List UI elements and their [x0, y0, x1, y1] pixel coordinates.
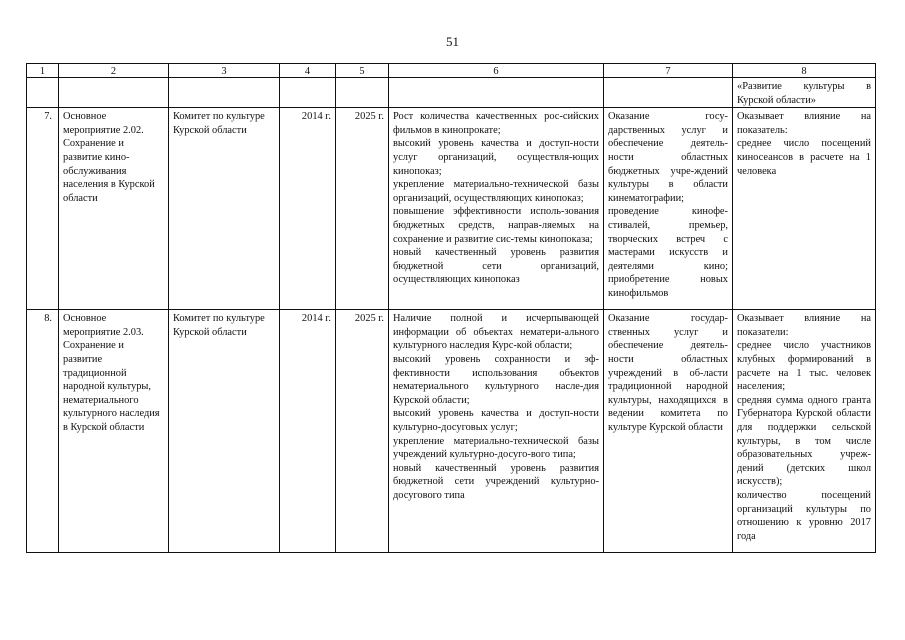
column-header: 8 [733, 64, 876, 78]
main-directions [604, 310, 733, 553]
column-number-row [27, 64, 876, 78]
column-header: 3 [169, 64, 280, 78]
influence-item: среднее число посещений киносеансов в расчете на 1 человека [737, 138, 871, 177]
table-row [27, 310, 876, 553]
result-item: высокий уровень качества и доступ-ности услуг организаций, осуществля-ющих кинопоказ; [393, 138, 599, 177]
result-item: повышение эффективности исполь-зования бюджетных средств, направ-ляемых на сохранение и развитие сис-темы кинопоказа; [393, 206, 599, 245]
expected-results [389, 310, 604, 553]
column-header: 5 [336, 64, 389, 78]
event-name: Основное мероприятие 2.02. Сохранение и развитие кино-обслуживания населения в Курской области [59, 108, 169, 310]
measures-table [26, 63, 876, 553]
result-item: Рост количества качественных рос-сийских фильмов в кинопрокате; [393, 111, 599, 136]
direction-item: проведение кинофе-стивалей, премьер, творческих встреч с мастерами искусств и деятелями кино; приобретение новых кинофильмов [608, 206, 728, 299]
influence-item: Оказывает влияние на показатели: [737, 313, 871, 338]
column-header: 2 [59, 64, 169, 78]
indicator-influence [733, 108, 876, 310]
row-number: 7. [27, 108, 59, 310]
page-number: 51 [446, 34, 459, 49]
influence-item: Оказывает влияние на показатель: [737, 111, 871, 136]
result-item: укрепление материально-технической базы учреждений культурно-досуго-вого типа; [393, 435, 599, 461]
column-header: 6 [389, 64, 604, 78]
continuation-row [27, 78, 876, 108]
column-header: 1 [27, 64, 59, 78]
direction-item: Оказание государ-ственных услуг и обеспечение деятель-ности областных учреждений в об-ласти традиционной народной культуры, находящихся в ведении комитета по культуре Курской области [608, 313, 728, 433]
result-item: высокий уровень сохранности и эф-фективности использования объектов нематериального культурного насле-дия Курской области; [393, 353, 599, 406]
result-item: новый качественный уровень развития бюджетной сети учреждений культурно-досугового типа [393, 462, 599, 501]
direction-item: Оказание госу-дарственных услуг и обеспечение деятель-ности областных бюджетных учре-ждений культуры в области кинематографии; [608, 111, 728, 204]
influence-item: количество посещений организаций культуры по отношению к уровню 2017 года [737, 489, 871, 542]
row-number: 8. [27, 310, 59, 553]
result-item: высокий уровень качества и доступ-ности культурно-досуговых услуг; [393, 408, 599, 433]
table-row [27, 108, 876, 310]
indicator-influence [733, 310, 876, 553]
event-name: Основное мероприятие 2.03. Сохранение и развитие традиционной народной культуры, нематериального культурного наследия в Курской области [59, 310, 169, 553]
start-year: 2014 г. [280, 310, 336, 553]
result-item: укрепление материально-технической базы организаций, осуществляющих кинопоказ; [393, 179, 599, 204]
result-item: Наличие полной и исчерпывающей информации об объектах нематери-ального культурного наследия Курс-кой области; [393, 313, 599, 352]
executor: Комитет по культуре Курской области [169, 310, 280, 553]
executor: Комитет по культуре Курской области [169, 108, 280, 310]
column-header: 7 [604, 64, 733, 78]
main-directions [604, 108, 733, 310]
influence-item: среднее число участников клубных формирований в расчете на 1 тыс. человек населения; [737, 340, 871, 393]
start-year: 2014 г. [280, 108, 336, 310]
continuation-text: «Развитие культуры в Курской области» [733, 78, 876, 108]
end-year: 2025 г. [336, 108, 389, 310]
column-header: 4 [280, 64, 336, 78]
expected-results [389, 108, 604, 310]
end-year: 2025 г. [336, 310, 389, 553]
result-item: новый качественный уровень развития бюджетной сети организаций, осуществляющих кинопоказ [393, 247, 599, 286]
influence-item: средняя сумма одного гранта Губернатора Курской области для поддержки сельской культуры, в том числе образовательных учреж-дений (детских школ искусств); [737, 394, 871, 488]
